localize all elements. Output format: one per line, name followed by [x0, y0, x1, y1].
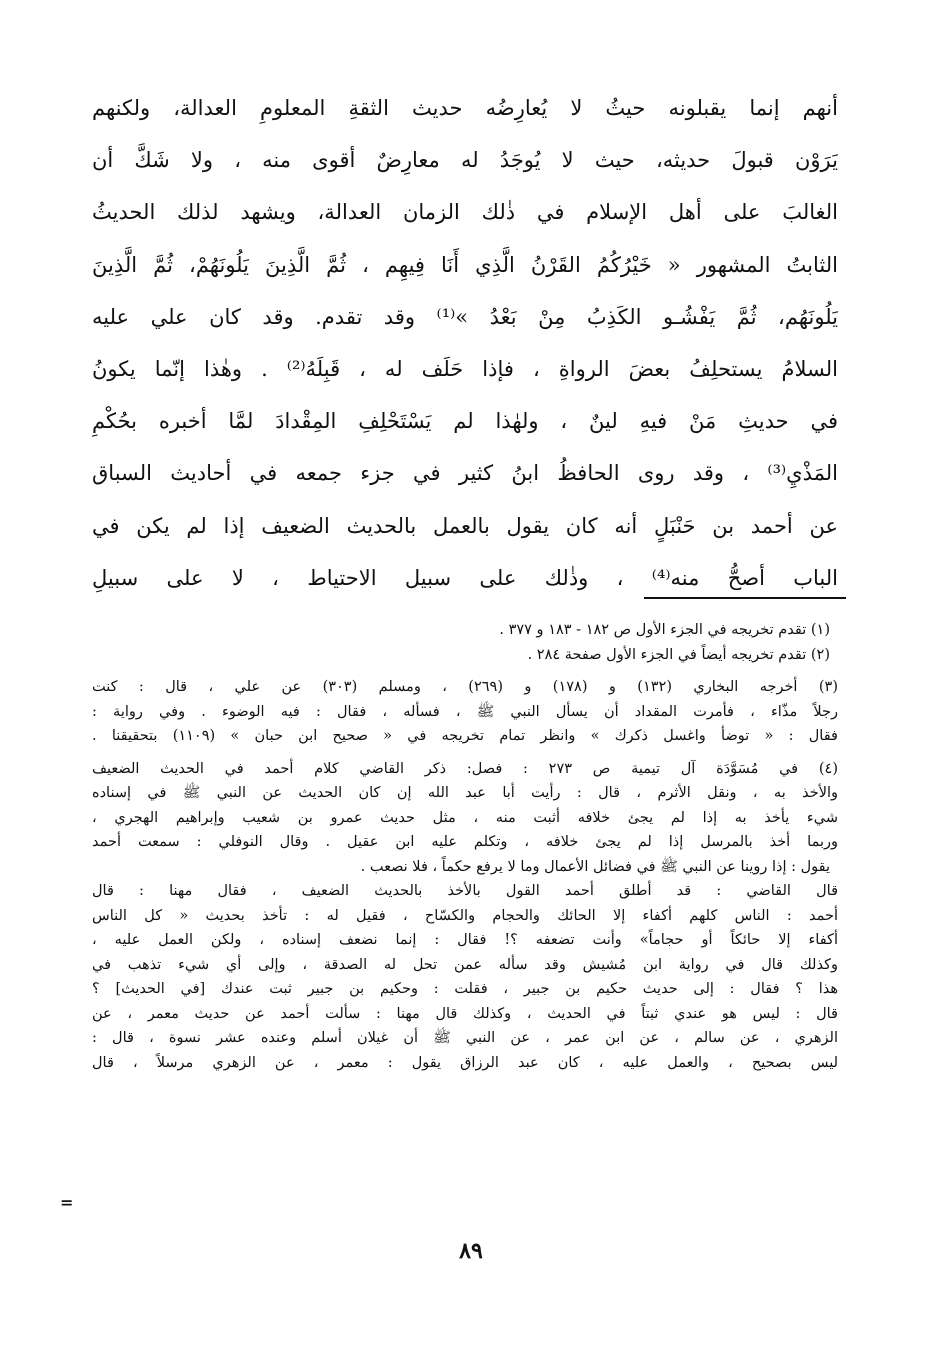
footnote-4-cont-line: قال القاضي : قد أطلق أحمد القول بالأخذ بالحديث الضعيف ، فقال مهنا : قال — [92, 883, 838, 899]
footnote-4-line: (٤) في مُسَوَّدَة آل تيمية ص ٢٧٣ : فصل: ذكر القاضي كلام أحمد في الحديث الضعيف — [92, 760, 838, 777]
footnote-4-cont-line: هذا ؟ فقال : إلى حديث حكيم بن جبير ، فقلت : وحكيم بن جبير ثبت عندك [في الحديث] ؟ — [92, 981, 838, 997]
footnotes-block — [92, 618, 838, 1075]
footnote-4-line: والأخذ به ، ونقل الأثرم ، قال : رأيت أبا عبد الله إن كان الحديث عن النبي ﷺ في إسناده — [92, 785, 838, 801]
footnote-4-line: شيء يأخذ به إذا لم يجئ خلافه أثبت منه ، مثل حديث عمرو بن شعيب وإبراهيم الهجري ، — [92, 809, 838, 826]
footnote-4-cont-line: ليس بصحيح ، والعمل عليه ، كان عبد الرزاق يقول : معمر ، عن الزهري مرسلاً ، قال — [92, 1054, 838, 1071]
footnote-4-cont-line: قال : ليس هو عندي ثبتاً في الحديث ، وكذلك قال مهنا : سألت أحمد عن حديث معمر ، عن — [92, 1005, 838, 1022]
main-text-line: السلامُ يستحلِفُ بعضَ الرواةِ ، فإذا حَلَف له ، قَبِلَهُ⁽²⁾ . وهٰذا إنّما يكونُ — [92, 356, 838, 381]
continuation-mark: = — [60, 1193, 74, 1212]
main-text-line: أنهم إنما يقبلونه حيثُ لا يُعارِضُه حديث الثقةِ المعلومِ العدالة، ولكنهم — [92, 96, 838, 120]
footnote-3-line: (٣) أخرجه البخاري (١٣٢) و (١٧٨) و (٢٦٩) ، ومسلم (٣٠٣) عن علي ، قال : كنت — [92, 679, 838, 695]
main-text-line: الغالبَ على أهل الإسلام في ذٰلك الزمان العدالة، ويشهد لذلك الحديثُ — [92, 200, 838, 225]
main-text-line: الباب أصحُّ منه⁽⁴⁾ ، وذٰلك على سبيل الاحتياط ، لا على سبيلِ — [92, 565, 838, 590]
footnote-4-cont-line: أكفاء إلا حائكاً أو حجاماً» وأنت تضعفه ؟! فقال : إنما نضعف إسناده ، ولكن العمل عليه ، — [92, 932, 838, 948]
footnote-3-line: فقال : « توضأ واغسل ذكرك » وانظر تمام تخريجه في « صحيح ابن حبان » (١١٠٩) بتحقيقنا . — [92, 728, 838, 744]
main-text-line: الثابتُ المشهور « خَيْرُكُمُ القَرْنُ الَّذِي أَنَا فِيهِم ، ثُمَّ الَّذِينَ يَلُونَهُمْ، ثُمَّ الَّذِينَ — [92, 252, 838, 277]
footnote-4-line: يقول : إذا روينا عن النبي ﷺ في فضائل الأعمال وما لا يرفع حكماً ، فلا نصعب . — [360, 858, 830, 875]
footnote-1: (١) تقدم تخريجه في الجزء الأول ص ١٨٢ - ١٨٣ و ٣٧٧ . — [499, 622, 830, 638]
footnote-4-cont-line: الزهري ، عن سالم ، عن ابن عمر ، عن النبي ﷺ أن غيلان أسلم وعنده عشر نسوة ، قال : — [92, 1030, 838, 1046]
footnote-separator — [644, 597, 846, 599]
main-text-line: يَرَوْن قبولَ حديثه، حيث لا يُوجَدُ له معارِضٌ أقوى منه ، ولا شَكَّ أن — [92, 148, 838, 173]
footnote-3-line: رجلاً مذّاء ، فأمرت المقداد أن يسأل النبي ﷺ ، فسأله ، فقال : فيه الوضوء . وفي رواية : — [92, 703, 838, 720]
main-text-line: عن أحمد بن حَنْبَلٍ أنه كان يقول بالعمل بالحديث الضعيف إذا لم يكن في — [92, 513, 838, 538]
main-text-block — [92, 82, 838, 604]
footnote-4-line: وربما أخذ بالمرسل إذا لم يجئ خلافه ، وتكلم عليه ابن عقيل . وقال النوفلي : سمعت أحمد — [92, 834, 838, 850]
footnote-4-cont-line: أحمد : الناس كلهم أكفاء إلا الحائك والحجام والكسّاح ، فقيل له : تأخذ بحديث « كل الناس — [92, 907, 838, 924]
main-text-line: المَذْيِ⁽³⁾ ، وقد روى الحافظُ ابنُ كثير في جزء جمعه في أحاديث السباق — [92, 461, 838, 486]
main-text-line: يَلُونَهُم، ثُمَّ يَفْشُـو الكَذِبُ مِنْ بَعْدُ »⁽¹⁾ وقد تقدم. وقد كان علي عليه — [92, 304, 838, 329]
footnote-4-cont-line: وكذلك قال في رواية ابن مُشيش وقد سأله عمن تحل له الصدقة ، وإلى أي شيء تذهب في — [92, 956, 838, 973]
page-number: ٨٩ — [459, 1238, 483, 1264]
main-text-line: في حديثِ مَنْ فيهِ لينٌ ، ولهٰذا لم يَسْتَحْلِفِ المِقْدادَ لمَّا أخبره بحُكْمِ — [92, 409, 838, 434]
footnote-2: (٢) تقدم تخريجه أيضاً في الجزء الأول صفحة ٢٨٤ . — [527, 646, 830, 663]
